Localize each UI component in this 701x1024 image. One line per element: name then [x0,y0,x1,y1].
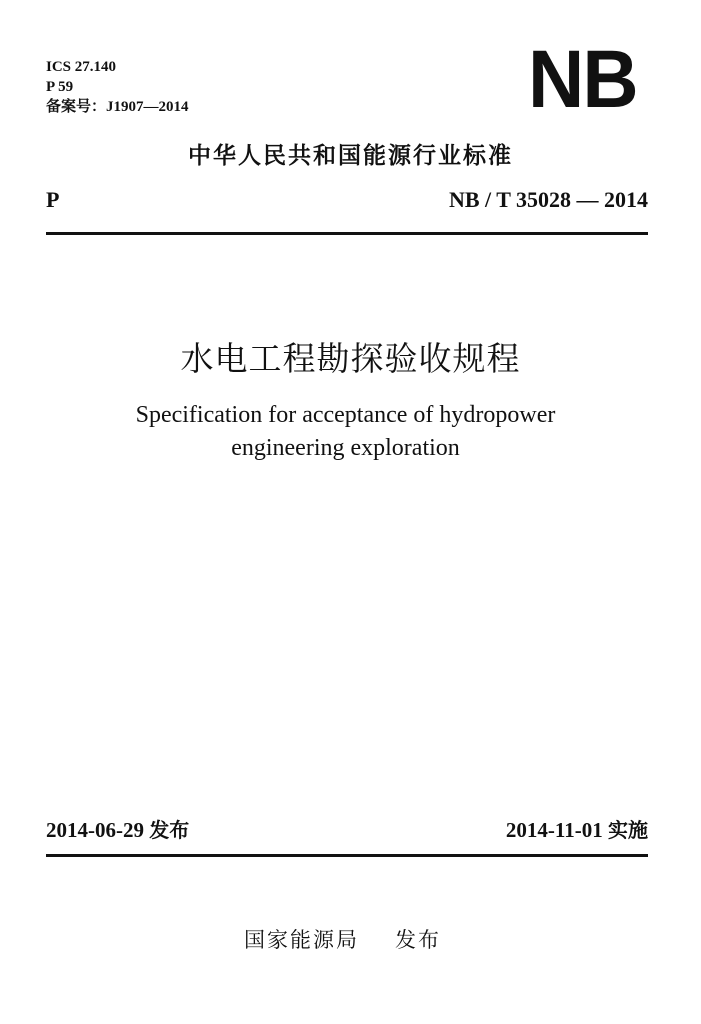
record-number: 备案号：J1907—2014 [46,99,189,115]
industry-standard-heading: 中华人民共和国能源行业标准 [188,143,513,169]
title-english-line-2: engineering exploration [231,435,460,461]
top-divider [46,232,648,235]
ics-code: ICS 27.140 [46,59,117,75]
issue-date: 2014-06-29 [46,818,144,842]
nb-logo: NB [528,34,637,125]
issue-label: 发布 [149,818,190,842]
issue-date-block [46,817,189,843]
publisher-action: 发布 [395,928,441,952]
bottom-divider [46,854,648,857]
publisher-block [244,926,441,954]
title-english-line-1: Specification for acceptance of hydropower [135,402,556,428]
implementation-date-block [506,817,648,843]
standard-number: NB / T 35028 — 2014 [448,187,648,212]
classification-code: P 59 [46,79,74,95]
implementation-label: 实施 [608,818,648,842]
classification-letter: P [46,187,60,212]
implementation-date: 2014-11-01 [505,818,603,842]
title-chinese: 水电工程勘探验收规程 [180,339,521,378]
publisher-name: 国家能源局 [244,928,359,952]
